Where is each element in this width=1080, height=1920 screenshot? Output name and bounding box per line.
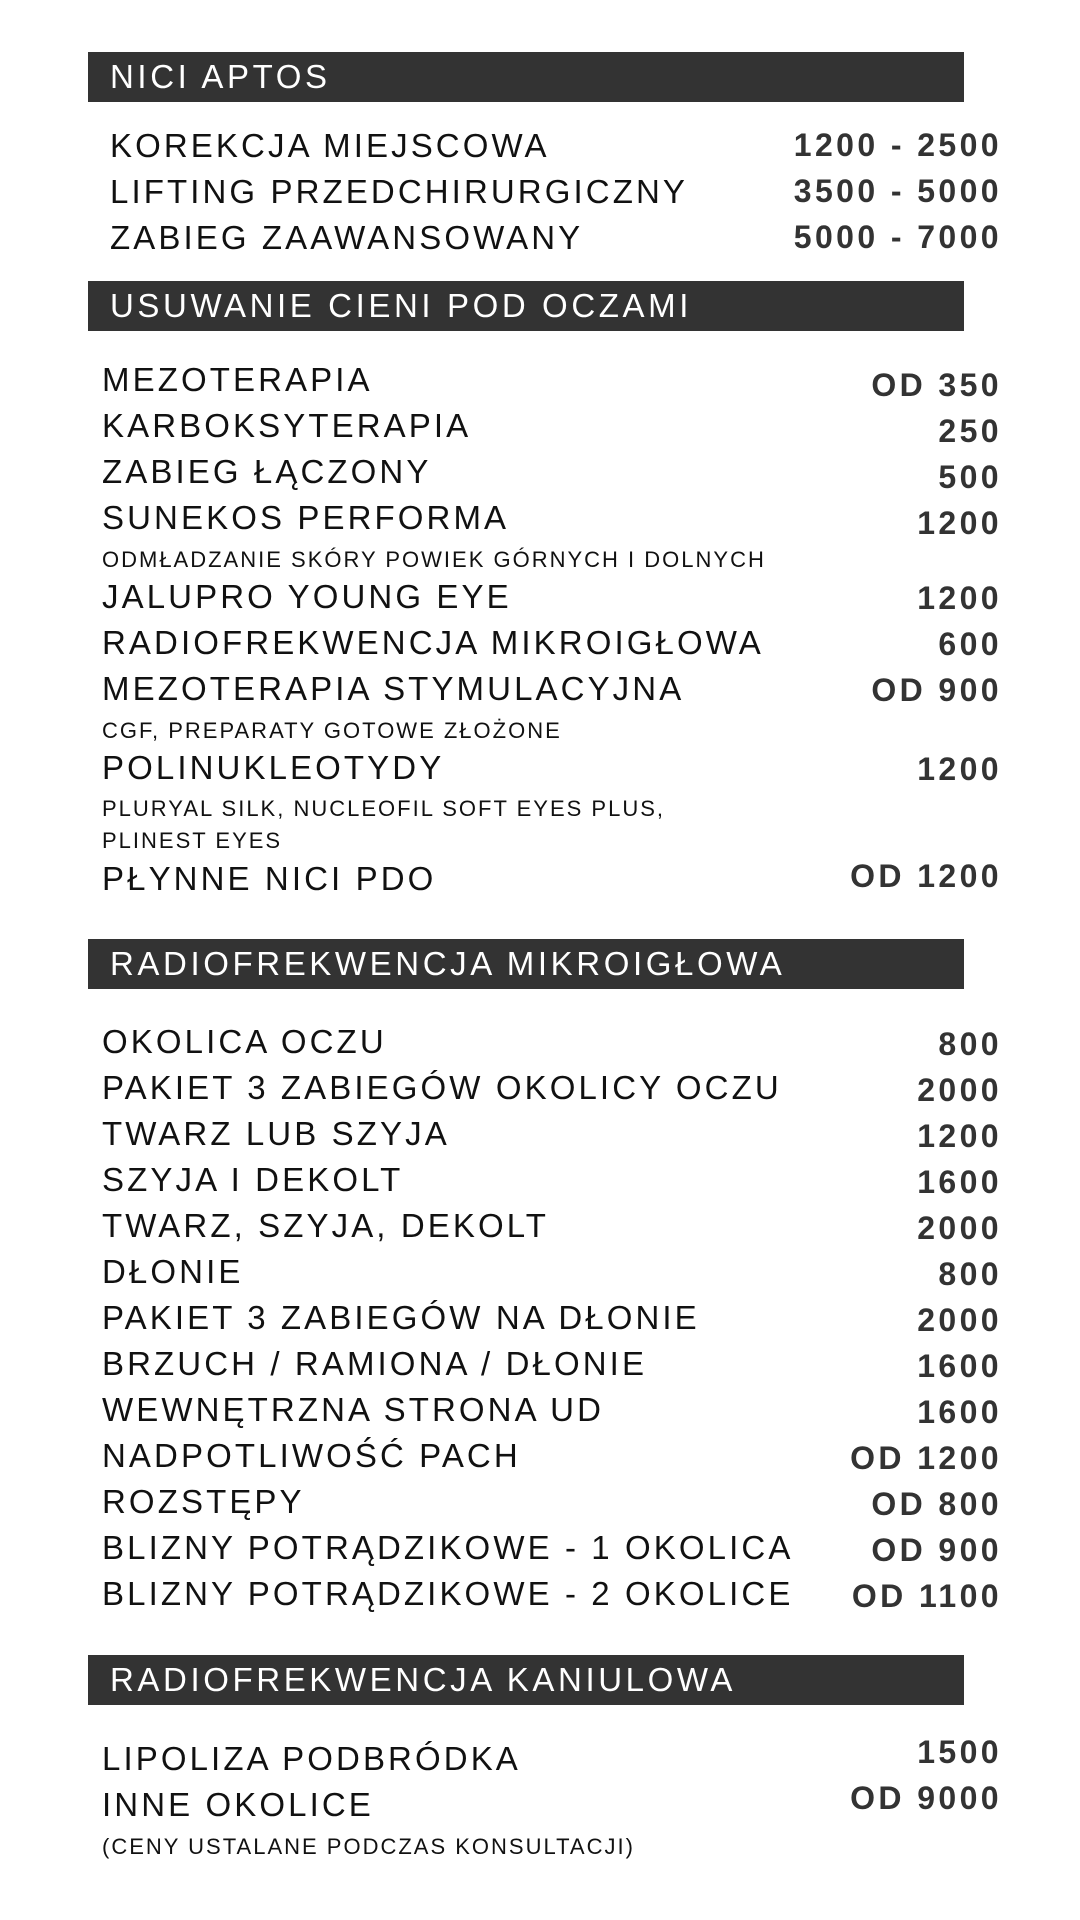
- service-price: 250: [938, 413, 1002, 449]
- service-price: 500: [938, 459, 1002, 495]
- service-note: PLINEST EYES: [102, 828, 283, 853]
- service-price: OD 1200: [850, 1440, 1002, 1476]
- service-name: ZABIEG ZAAWANSOWANY: [110, 219, 584, 256]
- service-price: 800: [938, 1256, 1002, 1292]
- service-name: JALUPRO YOUNG EYE: [102, 578, 512, 615]
- service-price: 1200: [917, 505, 1002, 541]
- service-price: 2000: [917, 1302, 1002, 1338]
- service-name: ROZSTĘPY: [102, 1483, 305, 1520]
- service-name: TWARZ LUB SZYJA: [102, 1115, 450, 1152]
- service-price: 1600: [917, 1394, 1002, 1430]
- service-price: OD 9000: [850, 1780, 1002, 1816]
- service-price: OD 350: [871, 367, 1002, 403]
- service-name: PAKIET 3 ZABIEGÓW NA DŁONIE: [102, 1299, 700, 1336]
- service-name: TWARZ, SZYJA, DEKOLT: [102, 1207, 550, 1244]
- service-name: LIFTING PRZEDCHIRURGICZNY: [110, 173, 689, 210]
- service-name: SUNEKOS PERFORMA: [102, 499, 510, 536]
- service-name: PŁYNNE NICI PDO: [102, 860, 437, 897]
- service-price: 1200: [917, 751, 1002, 787]
- service-name: DŁONIE: [102, 1253, 244, 1290]
- service-name: KOREKCJA MIEJSCOWA: [110, 127, 550, 164]
- service-name: ZABIEG ŁĄCZONY: [102, 453, 432, 490]
- service-name: SZYJA I DEKOLT: [102, 1161, 404, 1198]
- service-price: 1200: [917, 1118, 1002, 1154]
- service-note: PLURYAL SILK, NUCLEOFIL SOFT EYES PLUS,: [102, 796, 665, 821]
- service-note: CGF, PREPARATY GOTOWE ZŁOŻONE: [102, 718, 562, 743]
- service-price: OD 900: [871, 672, 1002, 708]
- service-price: OD 900: [871, 1532, 1002, 1568]
- service-name: BRZUCH / RAMIONA / DŁONIE: [102, 1345, 648, 1382]
- service-price: 1200 - 2500: [793, 127, 1002, 163]
- service-name: RADIOFREKWENCJA MIKROIGŁOWA: [102, 624, 764, 661]
- service-note: ODMŁADZANIE SKÓRY POWIEK GÓRNYCH I DOLNYCH: [102, 547, 766, 572]
- service-name: NADPOTLIWOŚĆ PACH: [102, 1437, 521, 1474]
- footnote: (CENY USTALANE PODCZAS KONSULTACJI): [102, 1834, 635, 1859]
- service-name: LIPOLIZA PODBRÓDKA: [102, 1740, 521, 1777]
- service-name: BLIZNY POTRĄDZIKOWE - 2 OKOLICE: [102, 1575, 794, 1612]
- service-price: OD 800: [871, 1486, 1002, 1522]
- service-price: 1600: [917, 1348, 1002, 1384]
- section-header: USUWANIE CIENI POD OCZAMI: [88, 281, 964, 331]
- service-name: OKOLICA OCZU: [102, 1023, 387, 1060]
- service-name: BLIZNY POTRĄDZIKOWE - 1 OKOLICA: [102, 1529, 794, 1566]
- service-price: 5000 - 7000: [793, 219, 1002, 255]
- section-header: RADIOFREKWENCJA KANIULOWA: [88, 1655, 964, 1705]
- service-price: 3500 - 5000: [793, 173, 1002, 209]
- service-price: 1200: [917, 580, 1002, 616]
- service-price: 1600: [917, 1164, 1002, 1200]
- service-price: 1500: [917, 1734, 1002, 1770]
- service-name: KARBOKSYTERAPIA: [102, 407, 472, 444]
- service-price: 2000: [917, 1210, 1002, 1246]
- service-name: INNE OKOLICE: [102, 1786, 374, 1823]
- service-price: OD 1200: [850, 858, 1002, 894]
- service-price: OD 1100: [851, 1578, 1002, 1614]
- service-name: POLINUKLEOTYDY: [102, 749, 445, 786]
- service-price: 600: [938, 626, 1002, 662]
- service-name: PAKIET 3 ZABIEGÓW OKOLICY OCZU: [102, 1069, 782, 1106]
- service-price: 800: [938, 1026, 1002, 1062]
- service-price: 2000: [917, 1072, 1002, 1108]
- section-header: RADIOFREKWENCJA MIKROIGŁOWA: [88, 939, 964, 989]
- section-header: NICI APTOS: [88, 52, 964, 102]
- service-name: MEZOTERAPIA: [102, 361, 373, 398]
- service-name: WEWNĘTRZNA STRONA UD: [102, 1391, 605, 1428]
- service-name: MEZOTERAPIA STYMULACYJNA: [102, 670, 685, 707]
